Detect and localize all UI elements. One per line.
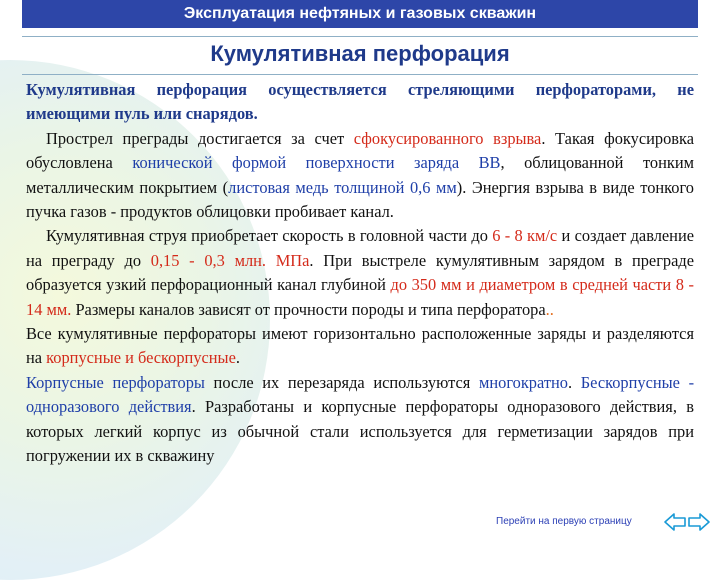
paragraph-types [26, 322, 694, 371]
text-run: Все кумулятивные перфораторы имеют горизонтально расположенные заряды и разделяются на [26, 324, 694, 368]
text-run: . При выстреле кумулятивным зарядом в преграде образуется узкий перфорационный канал глубиной [26, 250, 694, 295]
divider-bottom [22, 74, 698, 75]
intro-text: Кумулятивная перфорация осуществляется стреляющими перфораторами, не имеющими пуль или снарядов. [26, 80, 694, 124]
highlight-pressure: 0,15 - 0,3 млн. МПа [150, 250, 310, 270]
text-run: . [567, 372, 581, 392]
paragraph-jet [26, 224, 694, 322]
highlight-copper-sheet: листовая медь толщиной 0,6 мм [228, 177, 457, 197]
text-run: . Такая фокусировка обусловлена [26, 128, 694, 173]
paragraph-reuse [26, 371, 694, 469]
text-run: ). Энергия взрыва в виде тонкого пучка газов - продуктов облицовки пробивает канал. [26, 177, 695, 222]
highlight-multiple-use: многократно [478, 372, 568, 392]
highlight-focused-explosion: сфокусированного взрыва [353, 128, 542, 148]
arrow-right-icon[interactable] [688, 512, 710, 532]
highlight-perforator-types: корпусные и бескорпусные [46, 348, 236, 368]
highlight-channel-size: до 350 мм и диаметром в средней части 8 - 14 мм. [26, 275, 694, 319]
paragraph-intro [26, 78, 694, 127]
text-run: . [235, 348, 240, 368]
highlight-body-perforators: Корпусные перфораторы [26, 372, 205, 392]
nav-arrows [664, 512, 710, 532]
header-title: Эксплуатация нефтяных и газовых скважин [183, 5, 537, 22]
text-run: Кумулятивная струя приобретает скорость в головной части до [46, 226, 493, 246]
text-run: Прострел преграды достигается за счет [46, 128, 354, 148]
divider-top [22, 36, 698, 37]
paragraph-focus [26, 127, 694, 225]
text-run: и создает давление на преграду до [26, 226, 694, 270]
slide-body [26, 78, 694, 469]
text-run: Размеры каналов зависят от прочности породы и типа перфоратора [71, 299, 546, 319]
text-run: . Разработаны и корпусные перфораторы одноразового действия, в которых легкий корпус из обычной стали используется для герметизации зарядов при погружении их в скважину [26, 397, 694, 466]
text-run: после их перезаряда используются [204, 372, 479, 392]
arrow-left-icon[interactable] [664, 512, 686, 532]
text-run: , облицованной тонким металлическим покрытием ( [26, 153, 694, 197]
header-bar [22, 0, 698, 28]
trailing-dots: .. [545, 299, 554, 319]
highlight-conical-charge: конической формой поверхности заряда ВВ [132, 153, 501, 173]
highlight-jet-speed: 6 - 8 км/с [492, 226, 558, 246]
highlight-single-use: Бескорпусные - одноразового действия [26, 372, 695, 417]
first-page-link[interactable]: Перейти на первую страницу [496, 516, 632, 527]
slide-title: Кумулятивная перфорация [210, 41, 510, 66]
